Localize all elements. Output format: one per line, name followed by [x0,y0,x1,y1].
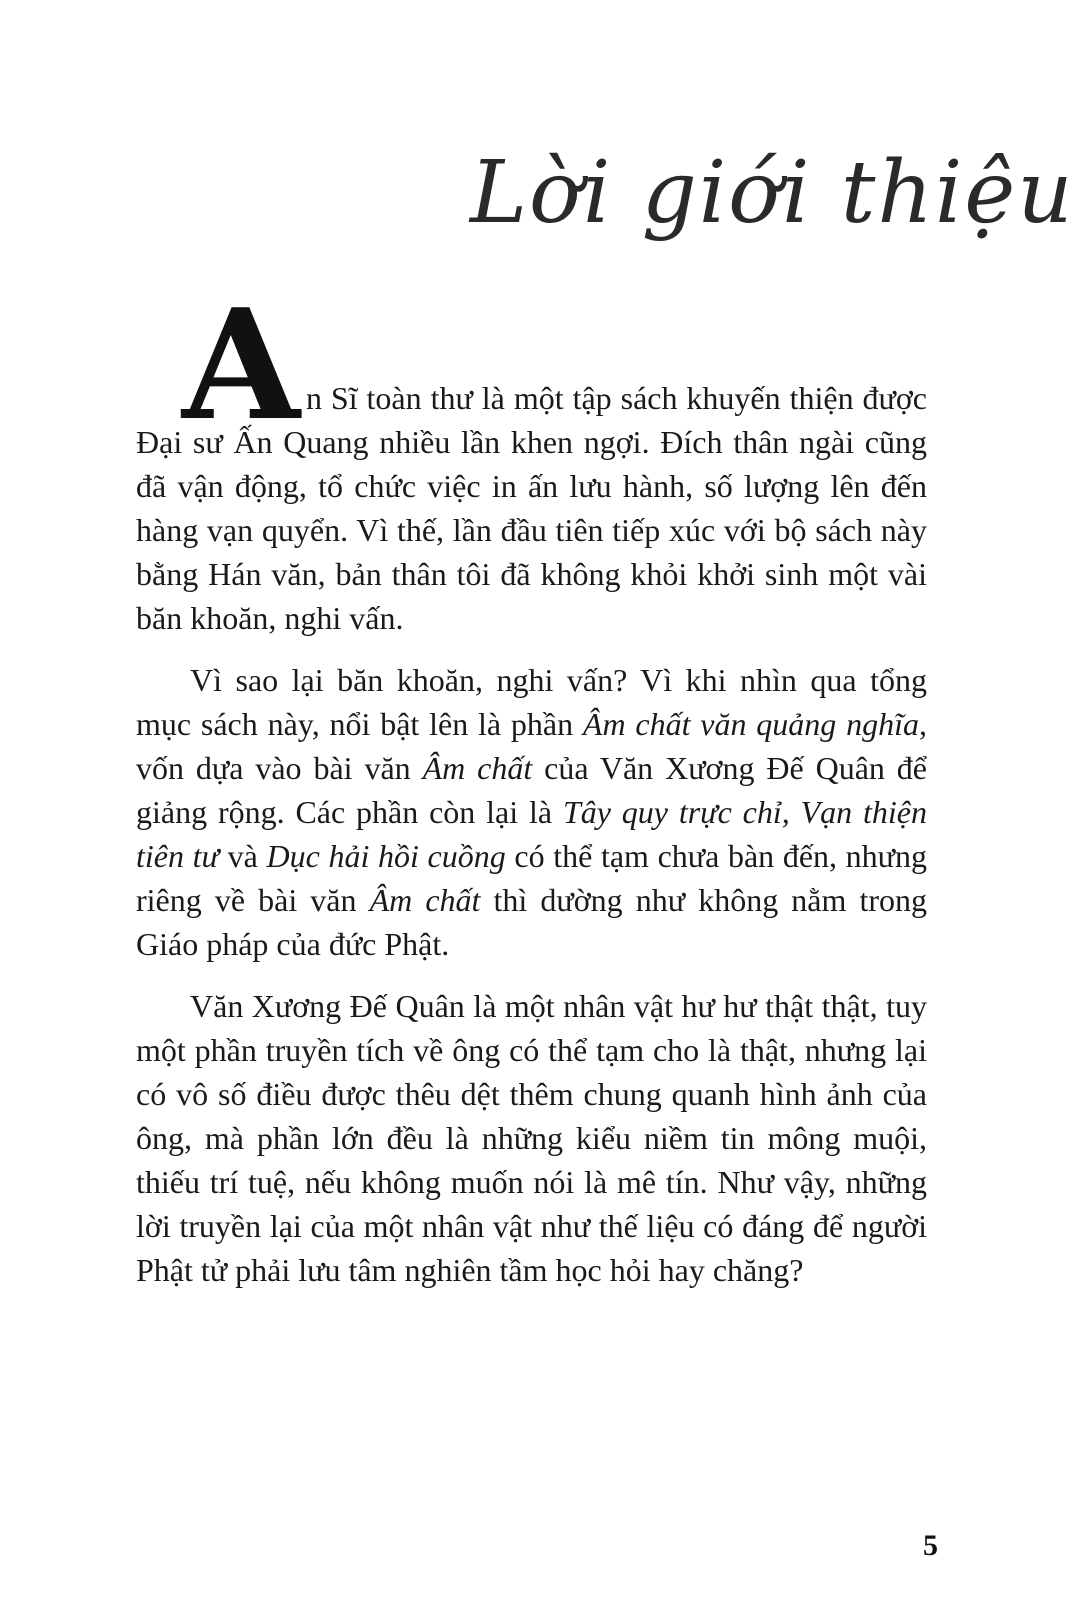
paragraph-2 [136,658,927,966]
paragraph-2-italic-segment: Âm chất văn quảng nghĩa [582,706,919,742]
paragraph-2-segment: thì dường như không nằm trong Giáo pháp của đức Phật. [136,882,928,962]
paragraph-3 [136,984,927,1292]
paragraph-2-italic-segment: Dục hải hồi cuồng [266,838,506,874]
body-text [136,275,928,1310]
paragraph-3-text: Văn Xương Đế Quân là một nhân vật hư hư thật thật, tuy một phần truyền tích về ông có thể tạm cho là thật, nhưng lại có vô số điều được thêu dệt thêm chung quanh hình ảnh của ông, mà phần lớn đều là những kiểu niềm tin mông muội, thiếu trí tuệ, nếu không muốn nói là mê tín. Như vậy, những lời truyền lại của một nhân vật như thế liệu có đáng để người Phật tử phải lưu tâm nghiên tầm học hỏi hay chăng? [136,988,927,1288]
paragraph-2-segment: Vì sao lại băn khoăn, nghi vấn? Vì khi nhìn qua tổng mục sách này, nổi bật lên là phần [136,662,927,742]
paragraph-1 [136,275,927,640]
paragraph-2-segment: của Văn Xương Đế Quân để giảng rộng. Các phần còn lại là [136,750,928,830]
paragraph-2-segment: và [218,838,267,874]
paragraph-1-text: n Sĩ toàn thư là một tập sách khuyến thiện được Đại sư Ấn Quang nhiều lần khen ngợi. Đích thân ngài cũng đã vận động, tổ chức việc in ấn lưu hành, số lượng lên đến hàng vạn quyển. Vì thế, lần đầu tiên tiếp xúc với bộ sách này bằng Hán văn, bản thân tôi đã không khỏi khởi sinh một vài băn khoăn, nghi vấn. [136,380,927,636]
page-number: 5 [923,1529,938,1562]
chapter-title: Lời giới thiệu [470,143,1075,243]
paragraph-2-italic-segment: Âm chất [422,750,533,786]
paragraph-2-segment: có thể tạm chưa bàn đến, nhưng riêng về bài văn [136,838,928,918]
drop-cap: A [182,275,300,454]
paragraph-2-italic-segment: Tây quy trực chỉ, Vạn thiện tiên tư [136,794,928,874]
paragraph-2-italic-segment: Âm chất [369,882,481,918]
paragraph-2-segment: , vốn dựa vào bài văn [136,706,927,786]
